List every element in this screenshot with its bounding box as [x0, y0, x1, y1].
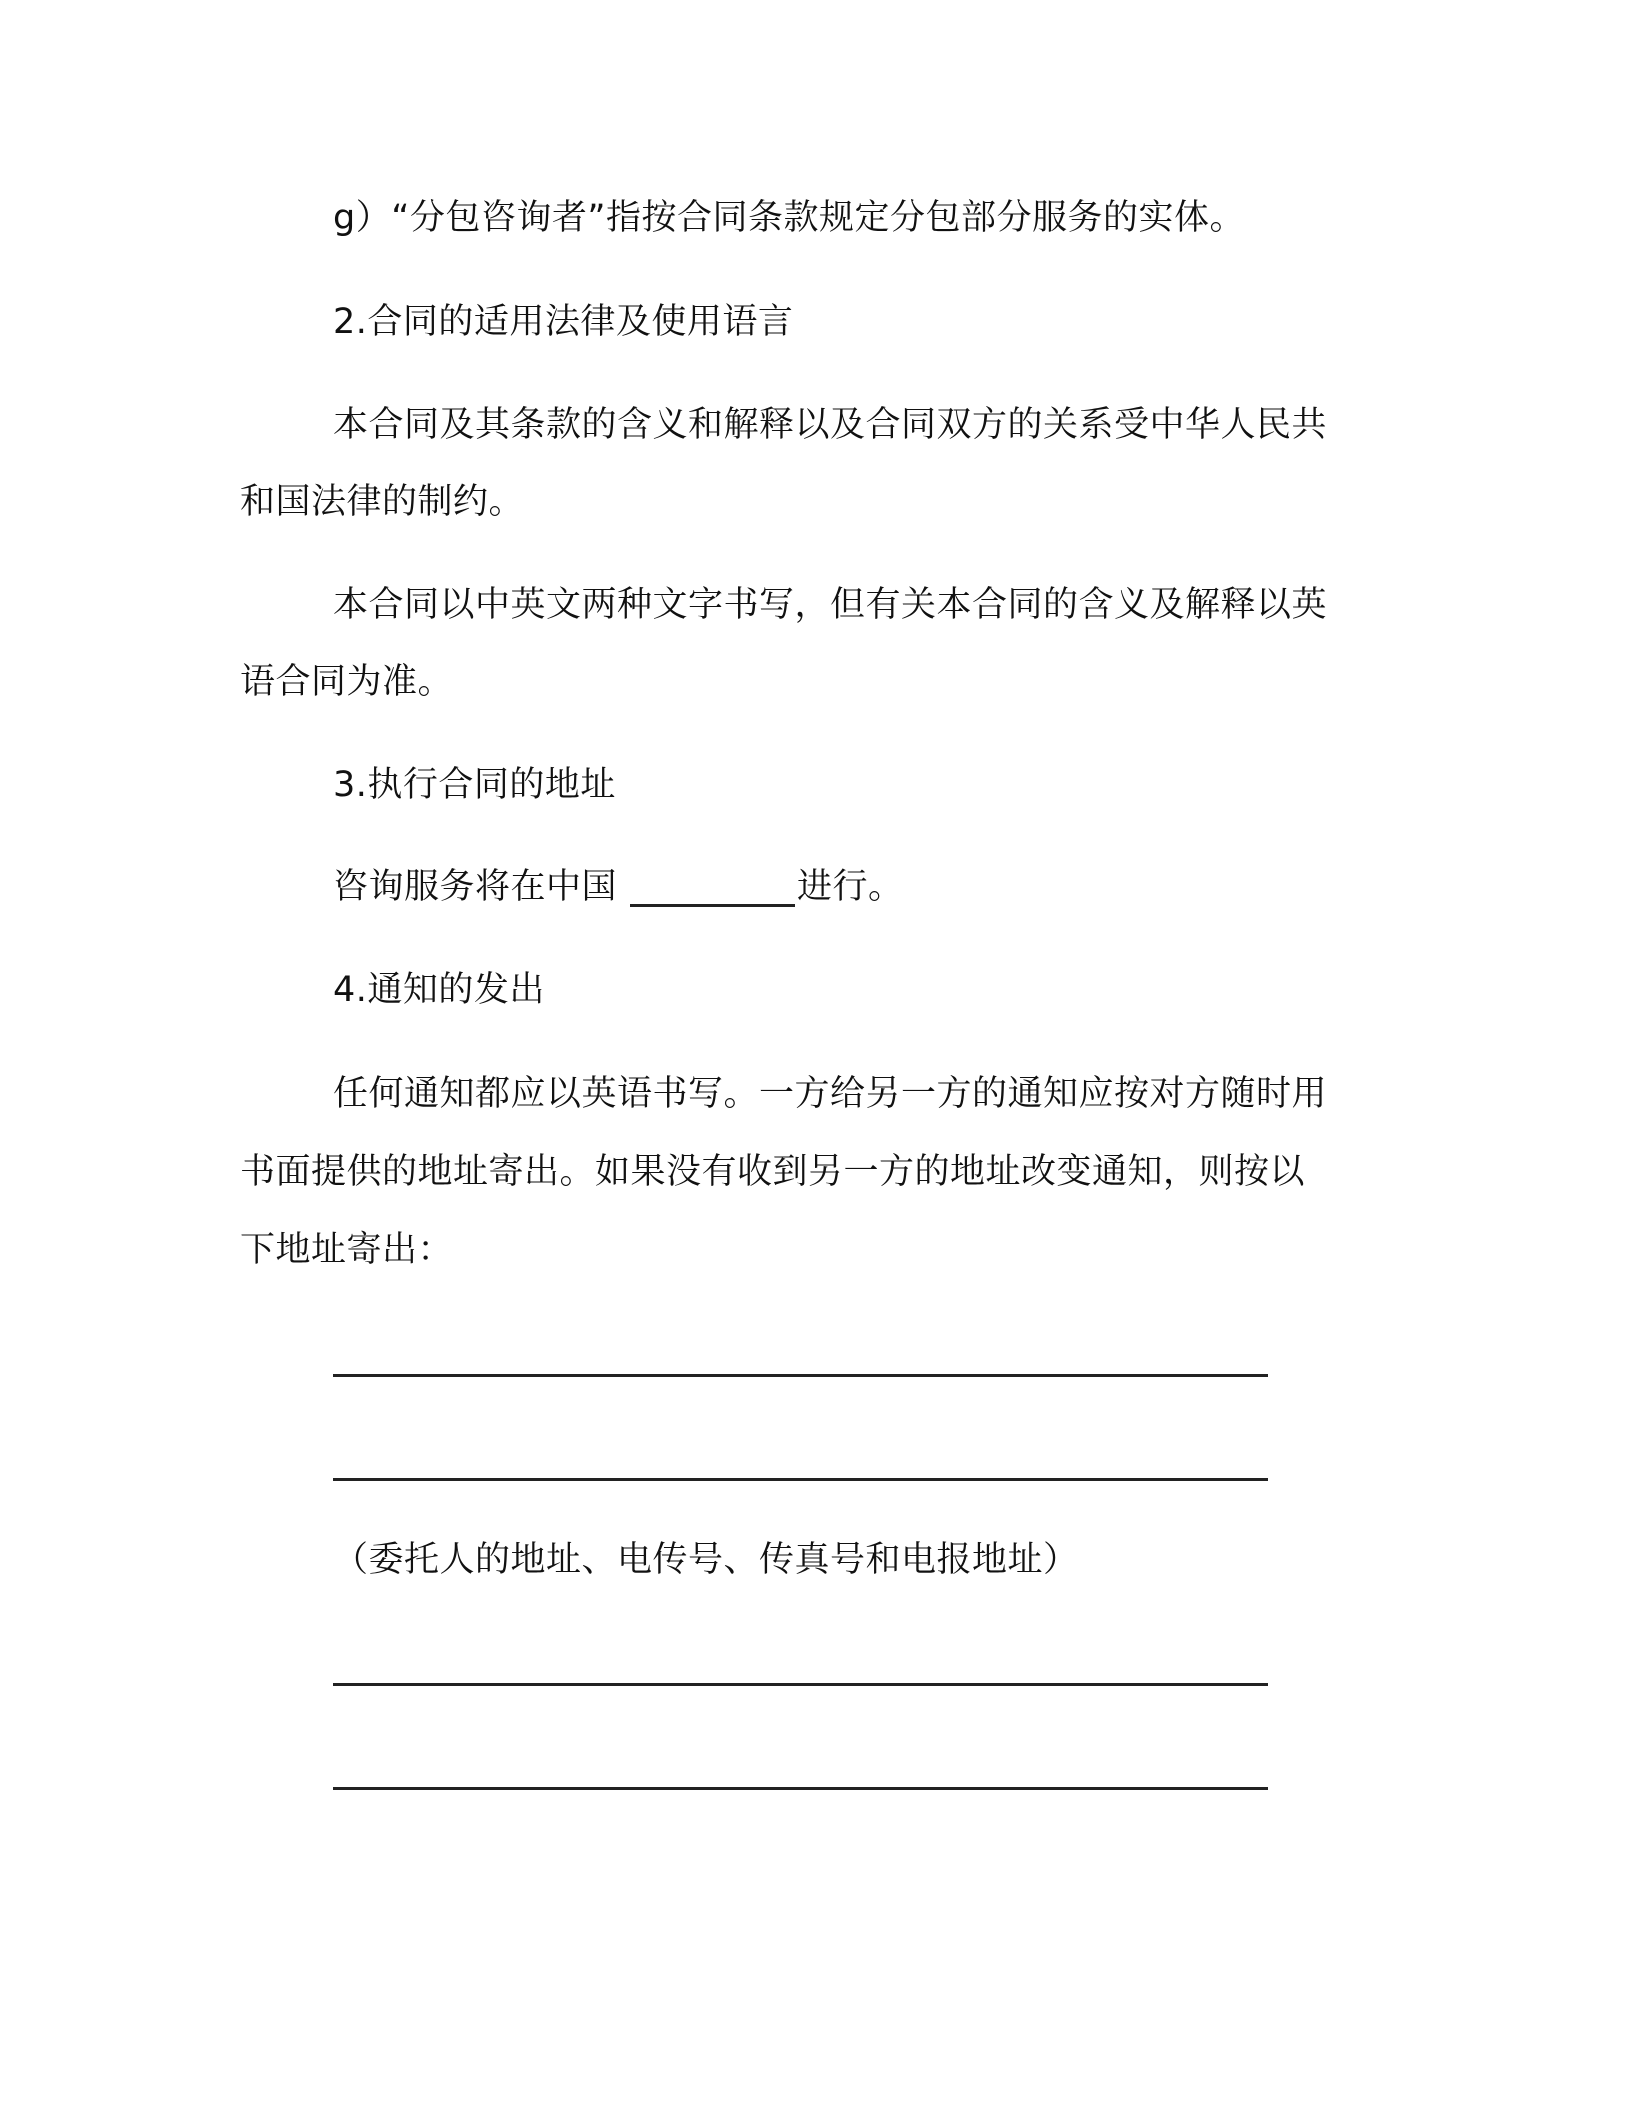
section-2-paragraph-2-line-1: 本合同以中英文两种文字书写，但有关本合同的含义及解释以英 [333, 585, 1328, 625]
client-address-blank-line-2 [333, 1478, 1268, 1481]
section-2-paragraph-2-line-2: 语合同为准。 [240, 662, 454, 702]
section-4-paragraph-line-3: 下地址寄出： [240, 1230, 454, 1270]
location-blank-line [630, 904, 795, 907]
consultant-address-blank-line-2 [333, 1787, 1268, 1790]
section-4-paragraph-line-1: 任何通知都应以英语书写。一方给另一方的通知应按对方随时用 [333, 1074, 1328, 1114]
consultant-address-blank-line-1 [333, 1683, 1268, 1686]
section-3-heading: 3.执行合同的地址 [333, 765, 616, 805]
section-3-text-after-blank: 进行。 [797, 867, 904, 907]
section-2-paragraph-1-line-2: 和国法律的制约。 [240, 482, 525, 522]
section-2-paragraph-1-line-1: 本合同及其条款的含义和解释以及合同双方的关系受中华人民共 [333, 405, 1328, 445]
section-3-text-before-blank: 咨询服务将在中国 [333, 867, 618, 907]
client-address-caption: （委托人的地址、电传号、传真号和电报地址） [333, 1540, 1079, 1580]
section-4-heading: 4.通知的发出 [333, 970, 545, 1010]
section-2-heading: 2.合同的适用法律及使用语言 [333, 302, 794, 342]
client-address-blank-line-1 [333, 1374, 1268, 1377]
section-4-paragraph-line-2: 书面提供的地址寄出。如果没有收到另一方的地址改变通知，则按以 [240, 1152, 1306, 1192]
clause-g-definition: g）“分包咨询者”指按合同条款规定分包部分服务的实体。 [333, 198, 1245, 238]
